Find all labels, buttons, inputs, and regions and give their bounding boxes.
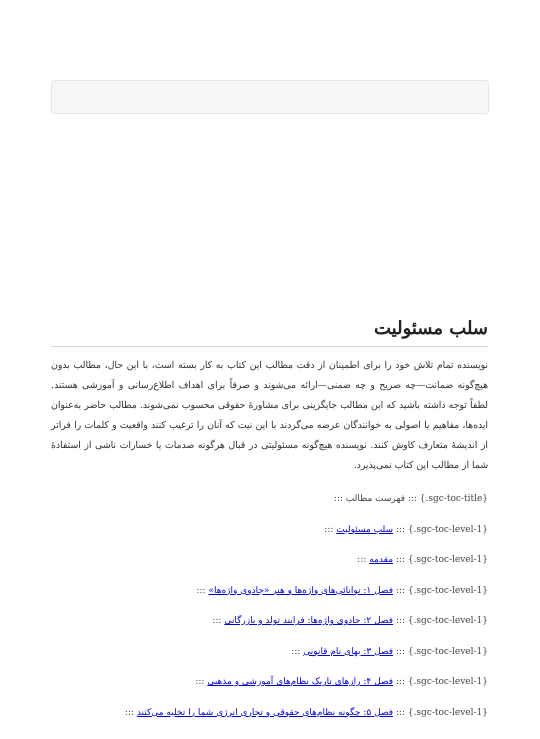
toc-item-prefix: ::: {.sgc-toc-level-1}	[395, 646, 488, 657]
toc-link-chapter-3[interactable]: فصل ۳: بهای نام قانونی	[303, 646, 394, 657]
toc-title-line	[51, 484, 488, 515]
toc-item-suffix: :::	[324, 524, 334, 535]
disclaimer-paragraph: نویسنده تمام تلاش خود را برای اطمینان از دقت مطالب این کتاب به کار بسته است، با این حال، مطالب بدون هیچ‌گونه ضمانت—چه صریح و چه ضمنی—ارائه می‌شوند و صرفاً برای اهداف اطلاع‌رسانی و آموزشی هستند. لطفاً توجه داشته باشید که این مطالب جایگزینی برای مشاورهٔ حقوقی محسوب نمی‌شوند. مطالب حاضر به‌عنوان ایده‌ها، مفاهیم یا اصولی به خوانندگان عرضه می‌گردند با این نیت که آنان را ترغیب کنند واقعیت و کلمات را فراتر از اندیشهٔ متعارف کاوش کنند. نویسنده هیچ‌گونه مسئولیتی در قبال هرگونه صدمات یا خسارات ناشی از استفادهٔ شما از مطالب این کتاب نمی‌پذیرد.	[51, 360, 488, 471]
toc-item-prefix: ::: {.sgc-toc-level-1}	[395, 524, 488, 535]
toc-item-prefix: ::: {.sgc-toc-level-1}	[395, 677, 488, 687]
toc-item	[51, 545, 488, 576]
toc-link-chapter-5[interactable]: فصل ۵: چگونه نظام‌های حقوقی و تجاری انرژی شما را تخلیه می‌کنند	[136, 707, 394, 718]
section-heading: سلب مسئولیت	[51, 318, 488, 347]
toc-item	[51, 606, 488, 637]
toc-item	[51, 637, 488, 668]
table-of-contents	[51, 484, 488, 728]
toc-item	[51, 667, 488, 698]
main-content	[51, 318, 488, 728]
toc-title-suffix: :::	[333, 494, 343, 504]
toc-item-suffix: :::	[291, 646, 301, 657]
toc-item-prefix: ::: {.sgc-toc-level-1}	[395, 707, 488, 718]
empty-header-box	[51, 80, 489, 114]
toc-item-prefix: ::: {.sgc-toc-level-1}	[395, 585, 488, 596]
toc-link-chapter-1[interactable]: فصل ۱: توانائی‌های واژه‌ها و هنر «جادوی واژه‌ها»	[208, 585, 394, 596]
toc-item-suffix: :::	[357, 555, 367, 565]
toc-item-prefix: ::: {.sgc-toc-level-1}	[395, 616, 488, 626]
toc-link-introduction[interactable]: مقدمه	[369, 555, 394, 565]
toc-item-suffix: :::	[195, 677, 205, 687]
toc-link-chapter-4[interactable]: فصل ۴: رازهای تاریک نظام‌های آموزشی و مذهبی	[207, 677, 394, 687]
toc-item	[51, 698, 488, 729]
toc-title-prefix: ::: {.sgc-toc-title}	[407, 494, 488, 504]
toc-link-chapter-2[interactable]: فصل ۲: جادوی واژه‌ها: فرایند تولد و بازرگانی	[224, 616, 394, 626]
toc-item	[51, 515, 488, 546]
toc-item	[51, 576, 488, 607]
toc-item-suffix: :::	[196, 585, 206, 596]
toc-item-suffix: :::	[212, 616, 222, 626]
toc-title-text: فهرست مطالب	[345, 494, 405, 504]
toc-item-suffix: :::	[124, 707, 134, 718]
toc-item-prefix: ::: {.sgc-toc-level-1}	[395, 555, 488, 565]
toc-link-disclaimer[interactable]: سلب مسئولیت	[336, 524, 394, 535]
